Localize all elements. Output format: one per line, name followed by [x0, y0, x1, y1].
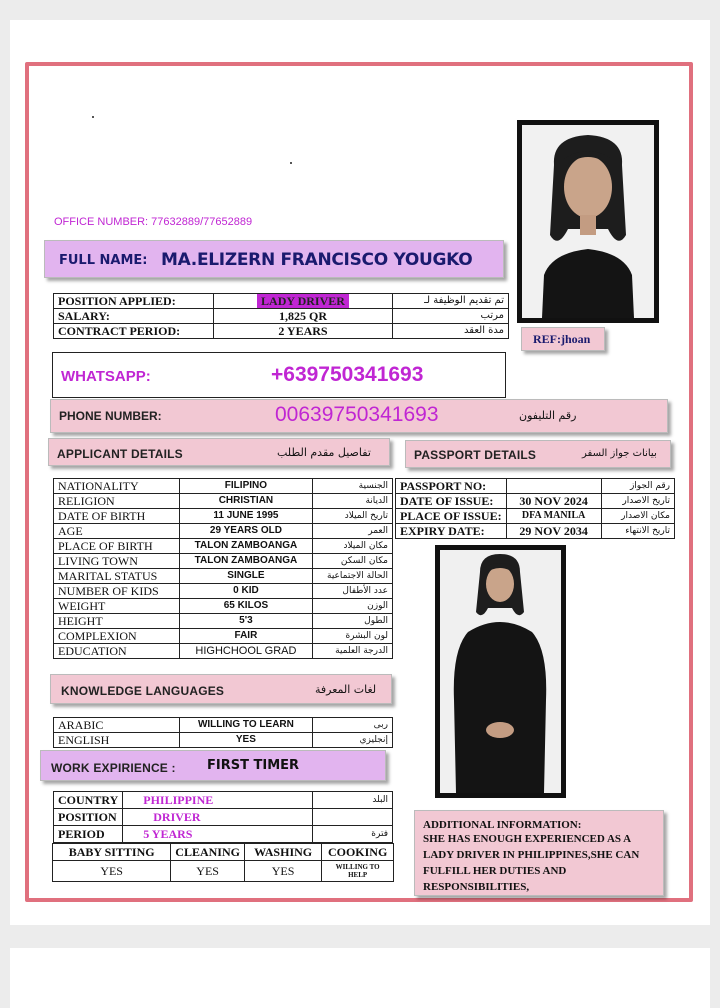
job-row — [54, 324, 509, 339]
office-number: OFFICE NUMBER: 77632889/77652889 — [54, 216, 253, 228]
applicant-label: RELIGION — [54, 494, 180, 509]
applicant-label: AGE — [54, 524, 180, 539]
experience-value: DRIVER — [123, 809, 312, 826]
applicant-arabic: العمر — [313, 524, 393, 539]
applicant-value: FAIR — [179, 629, 313, 644]
full-name-label: FULL NAME: — [59, 253, 148, 268]
applicant-row — [54, 479, 393, 494]
position-applied-value: LADY DRIVER — [257, 294, 349, 308]
passport-row — [396, 509, 675, 524]
passport-details-table — [395, 478, 675, 539]
applicant-label: MARITAL STATUS — [54, 569, 180, 584]
job-arabic: مرتب — [393, 309, 509, 324]
skill-header: WASHING — [244, 844, 321, 861]
speck — [92, 116, 94, 118]
applicant-arabic: مكان السكن — [313, 554, 393, 569]
applicant-row — [54, 614, 393, 629]
passport-arabic: رقم الجواز — [601, 479, 674, 494]
whatsapp-number: +639750341693 — [271, 363, 424, 386]
experience-label: PERIOD — [54, 826, 123, 843]
work-experience-bar — [40, 750, 386, 781]
ref-text: REF:jhoan — [533, 332, 591, 346]
passport-value: 30 NOV 2024 — [506, 494, 601, 509]
applicant-details-bar — [48, 438, 390, 466]
additional-info-text: SHE HAS ENOUGH EXPERIENCED AS A LADY DRIVER IN PHILIPPINES,SHE CAN FULFILL HER DUTIES AND RESPONSIBILITIES, — [423, 833, 640, 893]
phone-bar — [50, 399, 668, 433]
applicant-value: 29 YEARS OLD — [179, 524, 313, 539]
passport-label: DATE OF ISSUE: — [396, 494, 507, 509]
language-value: WILLING TO LEARN — [179, 718, 313, 733]
applicant-arabic: تاريخ الميلاد — [313, 509, 393, 524]
work-experience-label: WORK EXPIRIENCE : — [51, 761, 176, 775]
language-arabic: ربى — [313, 718, 393, 733]
applicant-arabic: الطول — [313, 614, 393, 629]
applicant-row — [54, 539, 393, 554]
applicant-label: COMPLEXION — [54, 629, 180, 644]
languages-table — [53, 717, 393, 748]
job-value — [213, 294, 392, 309]
applicant-value: CHRISTIAN — [179, 494, 313, 509]
job-value: 2 YEARS — [213, 324, 392, 339]
applicant-value: 11 JUNE 1995 — [179, 509, 313, 524]
passport-label: PASSPORT NO: — [396, 479, 507, 494]
applicant-label: HEIGHT — [54, 614, 180, 629]
applicant-details-label: APPLICANT DETAILS — [57, 447, 183, 461]
applicant-label: WEIGHT — [54, 599, 180, 614]
applicant-label: PLACE OF BIRTH — [54, 539, 180, 554]
applicant-row — [54, 569, 393, 584]
experience-arabic: فترة — [312, 826, 392, 843]
passport-details-bar — [405, 440, 671, 468]
passport-row — [396, 494, 675, 509]
applicant-arabic: الدرجة العلمية — [313, 644, 393, 659]
passport-row — [396, 479, 675, 494]
applicant-arabic: مكان الميلاد — [313, 539, 393, 554]
passport-value — [506, 479, 601, 494]
knowledge-languages-arabic: لغات المعرفة — [315, 683, 377, 696]
skill-value: YES — [171, 861, 245, 882]
applicant-value: HIGHCHOOL GRAD — [179, 644, 313, 659]
job-table — [53, 293, 509, 339]
skill-value: WILLING TO HELP — [322, 861, 394, 882]
passport-row — [396, 524, 675, 539]
full-name-bar — [44, 240, 504, 278]
skill-value: YES — [244, 861, 321, 882]
experience-value: PHILIPPINE — [123, 792, 312, 809]
applicant-row — [54, 554, 393, 569]
applicant-arabic: الديانة — [313, 494, 393, 509]
phone-number: 00639750341693 — [275, 403, 439, 426]
applicant-value: FILIPINO — [179, 479, 313, 494]
applicant-arabic: لون البشرة — [313, 629, 393, 644]
passport-details-arabic: بيانات جواز السفر — [582, 448, 657, 459]
applicant-row — [54, 509, 393, 524]
applicant-arabic: عدد الأطفال — [313, 584, 393, 599]
experience-row — [54, 826, 393, 843]
additional-info-box — [414, 810, 664, 896]
language-row — [54, 718, 393, 733]
experience-label: POSITION — [54, 809, 123, 826]
speck — [290, 162, 292, 164]
job-label: SALARY: — [54, 309, 214, 324]
additional-info-title: ADDITIONAL INFORMATION: — [423, 819, 582, 831]
applicant-value: TALON ZAMBOANGA — [179, 554, 313, 569]
language-row — [54, 733, 393, 748]
knowledge-languages-bar — [50, 674, 392, 704]
language-label: ENGLISH — [54, 733, 180, 748]
work-experience-value: FIRST TIMER — [207, 758, 300, 773]
applicant-details-arabic: تفاصيل مقدم الطلب — [277, 446, 371, 459]
applicant-value: 5'3 — [179, 614, 313, 629]
applicant-label: DATE OF BIRTH — [54, 509, 180, 524]
applicant-arabic: الجنسية — [313, 479, 393, 494]
skills-value-row — [53, 861, 394, 882]
language-value: YES — [179, 733, 313, 748]
experience-table — [53, 791, 393, 843]
skills-header-row — [53, 844, 394, 861]
job-label: POSITION APPLIED: — [54, 294, 214, 309]
language-label: ARABIC — [54, 718, 180, 733]
applicant-row — [54, 584, 393, 599]
skills-table — [52, 843, 394, 882]
applicant-row — [54, 599, 393, 614]
applicant-details-table — [53, 478, 393, 659]
experience-label: COUNTRY — [54, 792, 123, 809]
applicant-label: LIVING TOWN — [54, 554, 180, 569]
job-label: CONTRACT PERIOD: — [54, 324, 214, 339]
knowledge-languages-label: KNOWLEDGE LANGUAGES — [61, 684, 225, 698]
passport-label: EXPIRY DATE: — [396, 524, 507, 539]
full-body-figure — [440, 550, 561, 793]
experience-value: 5 YEARS — [123, 826, 312, 843]
applicant-value: 65 KILOS — [179, 599, 313, 614]
passport-label: PLACE OF ISSUE: — [396, 509, 507, 524]
experience-row — [54, 792, 393, 809]
phone-label: PHONE NUMBER: — [59, 409, 162, 423]
next-page-edge — [10, 948, 710, 1008]
passport-value: DFA MANILA — [506, 509, 601, 524]
job-row — [54, 294, 509, 309]
applicant-portrait-photo — [517, 120, 659, 323]
passport-arabic: مكان الاصدار — [601, 509, 674, 524]
applicant-label: NATIONALITY — [54, 479, 180, 494]
skill-header: BABY SITTING — [53, 844, 171, 861]
applicant-row — [54, 629, 393, 644]
applicant-row — [54, 524, 393, 539]
applicant-full-body-photo — [435, 545, 566, 798]
job-row — [54, 309, 509, 324]
phone-arabic: رقم التليفون — [519, 409, 577, 422]
experience-row — [54, 809, 393, 826]
applicant-value: 0 KID — [179, 584, 313, 599]
passport-arabic: تاريخ الانتهاء — [601, 524, 674, 539]
skill-value: YES — [53, 861, 171, 882]
passport-details-label: PASSPORT DETAILS — [414, 448, 537, 462]
whatsapp-label: WHATSAPP: — [61, 368, 151, 385]
skill-header: COOKING — [322, 844, 394, 861]
passport-value: 29 NOV 2034 — [506, 524, 601, 539]
language-arabic: إنجليزي — [313, 733, 393, 748]
experience-arabic — [312, 809, 392, 826]
applicant-label: NUMBER OF KIDS — [54, 584, 180, 599]
applicant-arabic: الحالة الاجتماعية — [313, 569, 393, 584]
applicant-value: TALON ZAMBOANGA — [179, 539, 313, 554]
applicant-label: EDUCATION — [54, 644, 180, 659]
skill-header: CLEANING — [171, 844, 245, 861]
passport-arabic: تاريخ الاصدار — [601, 494, 674, 509]
applicant-arabic: الوزن — [313, 599, 393, 614]
applicant-value: SINGLE — [179, 569, 313, 584]
ref-badge — [521, 327, 605, 351]
applicant-row — [54, 494, 393, 509]
whatsapp-box — [52, 352, 506, 398]
full-name-value: MA.ELIZERN FRANCISCO YOUGKO — [161, 250, 473, 270]
job-value: 1,825 QR — [213, 309, 392, 324]
portrait-figure — [522, 125, 654, 318]
job-arabic: تم تقديم الوظيفة لـ — [393, 294, 509, 309]
applicant-row — [54, 644, 393, 659]
experience-arabic: البلد — [312, 792, 392, 809]
job-arabic: مدة العقد — [393, 324, 509, 339]
